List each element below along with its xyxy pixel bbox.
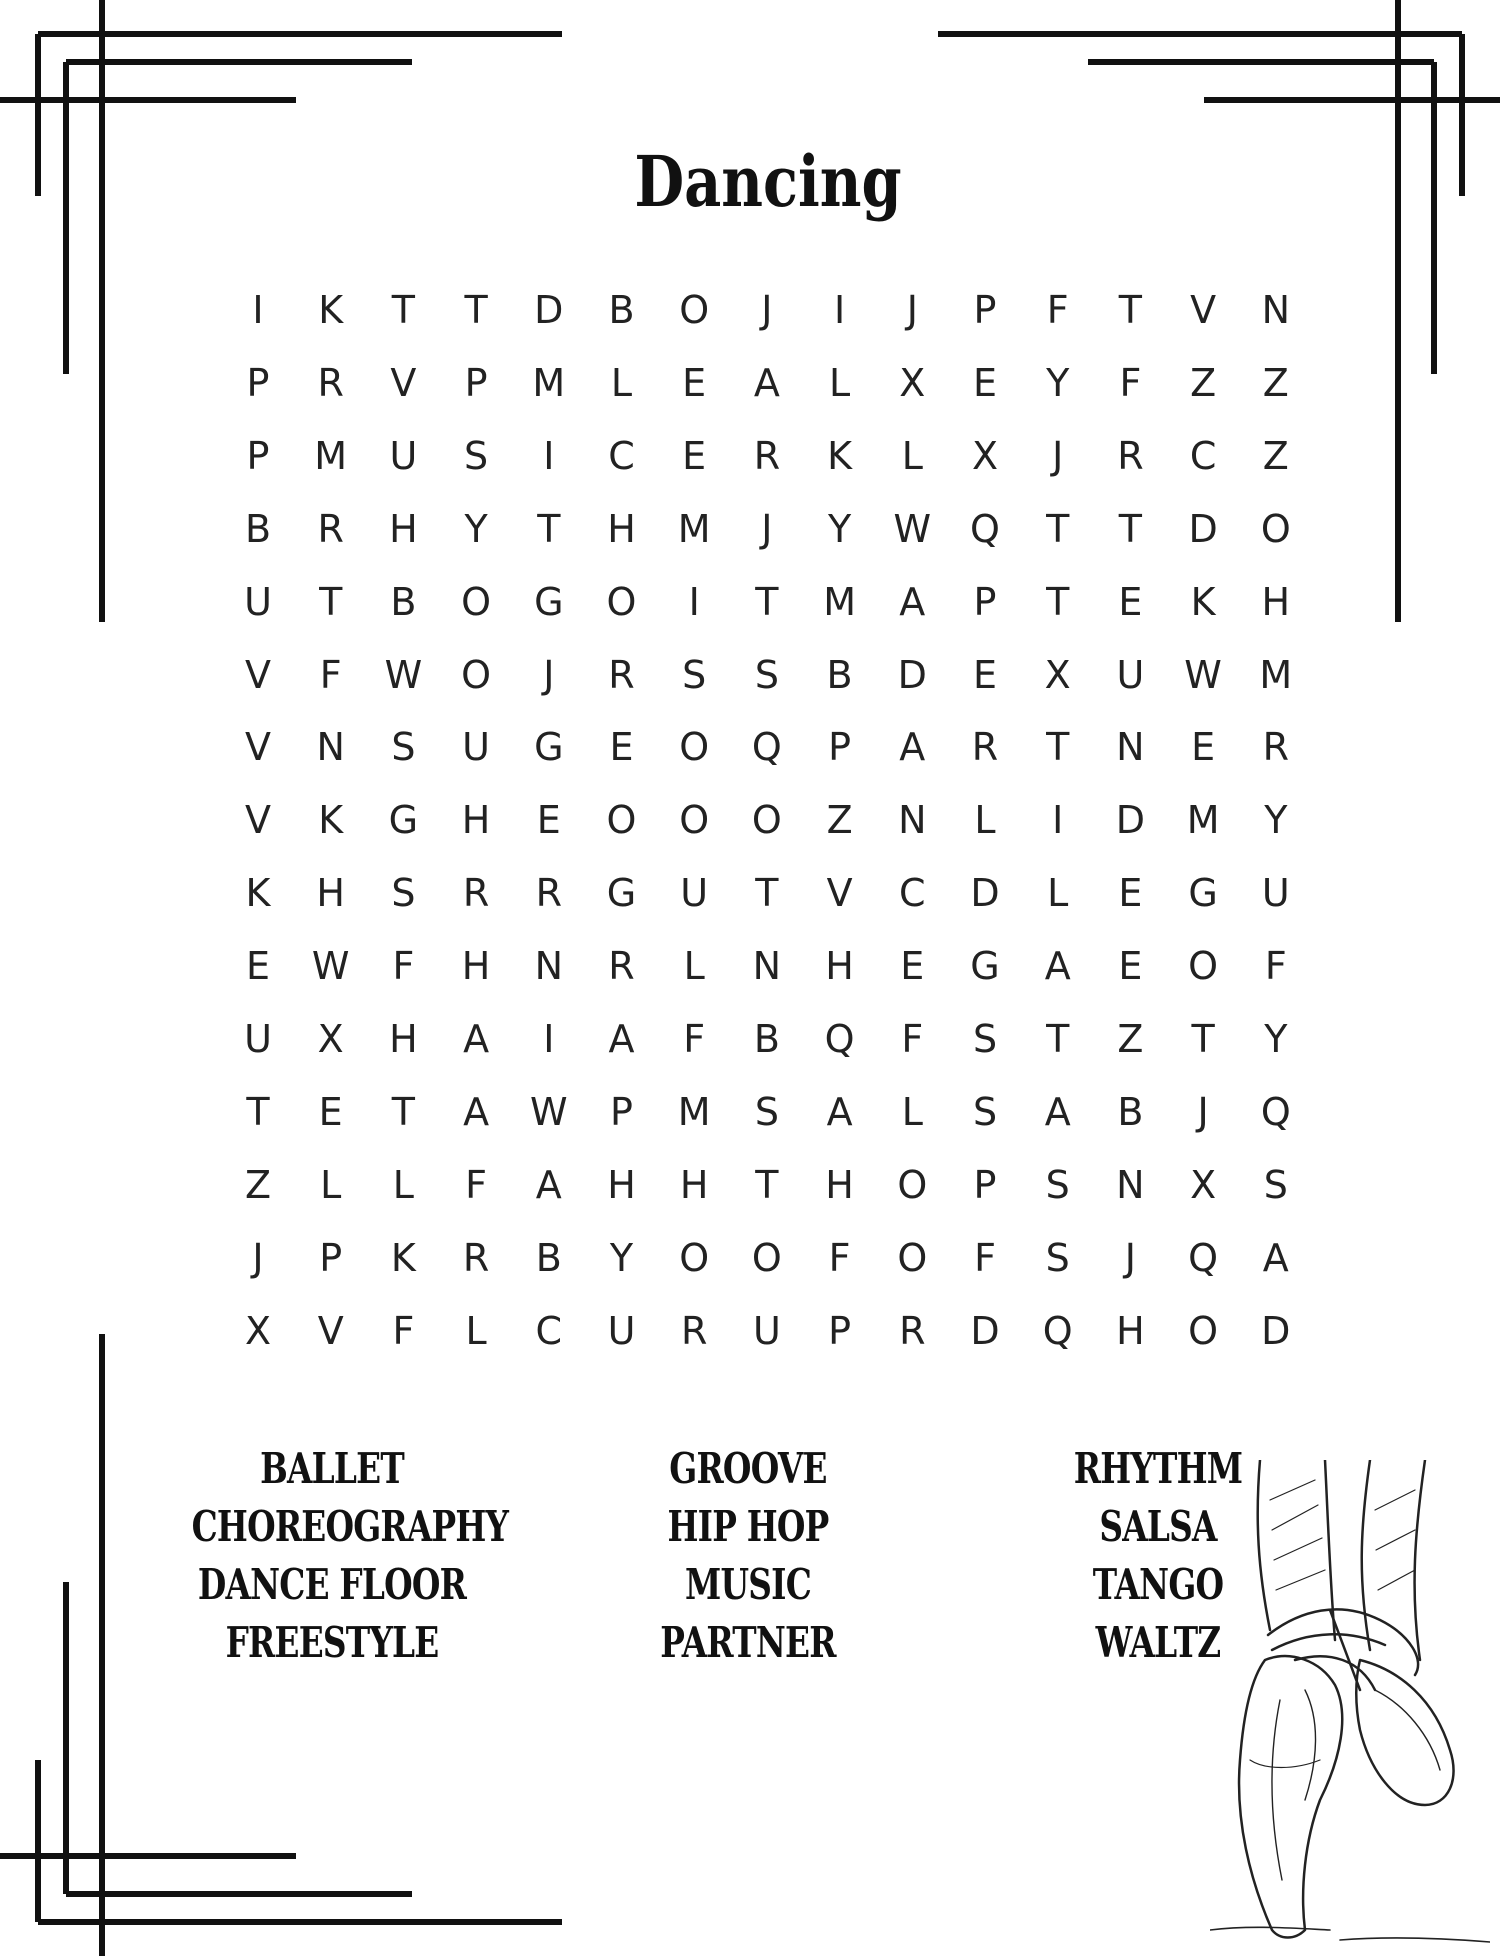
grid-letter: U	[244, 579, 272, 624]
grid-letter: A	[463, 1017, 490, 1061]
grid-letter: A	[753, 360, 780, 405]
grid-letter: J	[252, 1235, 264, 1280]
grid-letter: Q	[1042, 1308, 1073, 1353]
grid-letter: I	[252, 288, 264, 332]
grid-letter: H	[825, 944, 854, 989]
grid-letter: E	[1118, 871, 1143, 916]
grid-letter: J	[906, 288, 918, 332]
grid-letter: S	[972, 1089, 998, 1134]
grid-letter: E	[1118, 944, 1143, 989]
grid-letter: O	[1188, 944, 1219, 989]
grid-letter: M	[677, 1089, 711, 1134]
grid-letter: U	[462, 725, 490, 770]
grid-letter: U	[607, 1308, 636, 1353]
grid-letter: H	[679, 1162, 709, 1207]
grid-letter: A	[826, 1089, 853, 1134]
grid-letter: A	[899, 725, 926, 770]
grid-letter: R	[753, 433, 781, 478]
grid-letter: X	[244, 1308, 272, 1353]
grid-letter: X	[1190, 1162, 1217, 1207]
grid-letter: B	[244, 506, 272, 551]
grid-letter: T	[391, 1089, 415, 1134]
grid-letter: S	[682, 652, 707, 697]
grid-letter: X	[971, 433, 999, 478]
grid-letter: H	[389, 1017, 418, 1061]
grid-letter: O	[461, 652, 492, 697]
grid-letter: I	[833, 288, 846, 332]
word-item: MUSIC	[685, 1560, 811, 1609]
grid-letter: H	[389, 506, 418, 551]
grid-letter: F	[1046, 288, 1069, 332]
grid-letter: L	[392, 1162, 414, 1207]
grid-letter: F	[828, 1235, 851, 1280]
grid-letter: B	[826, 652, 853, 697]
grid-letter: R	[608, 944, 635, 989]
grid-letter: Z	[244, 1162, 272, 1207]
grid-letter: M	[1259, 652, 1293, 697]
grid-letter: O	[897, 1162, 928, 1207]
grid-letter: T	[1046, 506, 1070, 551]
grid-letter: R	[317, 360, 344, 405]
grid-letter: B	[535, 1235, 562, 1280]
word-column-2	[568, 1440, 928, 1672]
grid-letter: R	[1262, 725, 1289, 770]
grid-letter: S	[972, 1017, 998, 1061]
grid-letter: Y	[1264, 798, 1288, 843]
grid-letter: Q	[824, 1017, 855, 1061]
grid-letter: L	[974, 798, 996, 843]
grid-letter: H	[607, 506, 636, 551]
grid-letter: H	[461, 798, 491, 843]
grid-letter: S	[1263, 1162, 1288, 1207]
grid-letter: A	[1044, 1089, 1071, 1134]
grid-letter: E	[1118, 579, 1143, 624]
grid-letter: Y	[464, 506, 488, 551]
grid-letter: I	[543, 1017, 555, 1061]
grid-letter: V	[245, 652, 271, 697]
grid-letter: P	[973, 1162, 997, 1207]
grid-letter: P	[464, 360, 488, 405]
grid-letter: S	[1045, 1235, 1070, 1280]
grid-letter: R	[462, 1235, 490, 1280]
grid-letter: P	[246, 360, 270, 405]
grid-letter: Z	[826, 798, 853, 843]
grid-letter: Z	[1190, 360, 1217, 405]
grid-letter: H	[825, 1162, 854, 1207]
grid-letter: G	[606, 871, 637, 916]
grid-letter: P	[828, 725, 852, 770]
grid-letter: G	[534, 579, 564, 624]
ballet-shoes-illustration	[1210, 1460, 1490, 1950]
grid-letter: M	[532, 360, 566, 405]
grid-letter: W	[1184, 652, 1222, 697]
grid-letter: T	[1046, 579, 1070, 624]
grid-letter: V	[826, 871, 853, 916]
grid-letter: T	[537, 506, 561, 551]
grid-letter: D	[897, 652, 927, 697]
grid-letter: T	[391, 288, 415, 332]
grid-letter: N	[316, 725, 345, 770]
grid-letter: O	[751, 1235, 782, 1280]
word-item: TANGO	[1092, 1560, 1224, 1609]
grid-letter: I	[543, 433, 555, 478]
grid-letter: F	[319, 652, 342, 697]
grid-letter: L	[610, 360, 633, 405]
grid-letter: F	[974, 1235, 996, 1280]
grid-letter: I	[688, 579, 700, 624]
grid-letter: O	[461, 579, 492, 624]
grid-letter: Q	[751, 725, 782, 770]
grid-letter: W	[893, 506, 932, 551]
grid-letter: G	[970, 944, 1000, 989]
grid-letter: R	[680, 1308, 708, 1353]
grid-letter: O	[897, 1235, 928, 1280]
grid-letter: V	[1190, 288, 1217, 332]
grid-letter: F	[1264, 944, 1287, 989]
grid-letter: Z	[1262, 433, 1289, 478]
grid-letter: Y	[609, 1235, 634, 1280]
word-item: RHYTHM	[1073, 1444, 1243, 1493]
grid-letter: W	[311, 944, 350, 989]
grid-letter: L	[465, 1308, 487, 1353]
grid-letter: L	[901, 1089, 923, 1134]
grid-letter: Z	[1262, 360, 1289, 405]
grid-letter: T	[1118, 288, 1142, 332]
word-item: CHOREOGRAPHY	[191, 1502, 509, 1551]
grid-letter: B	[1117, 1089, 1144, 1134]
grid-letter: M	[1186, 798, 1220, 843]
grid-letter: O	[751, 798, 782, 843]
grid-letter: O	[679, 1235, 710, 1280]
grid-letter: J	[543, 652, 555, 697]
grid-letter: B	[753, 1017, 780, 1061]
grid-letter: S	[464, 433, 489, 478]
grid-letter: J	[761, 288, 773, 332]
grid-letter: F	[683, 1017, 706, 1061]
word-item: SALSA	[1099, 1502, 1217, 1551]
grid-letter: R	[1117, 433, 1144, 478]
grid-letter: K	[318, 798, 344, 843]
grid-letter: N	[752, 944, 782, 989]
grid-letter: E	[972, 360, 997, 405]
grid-letter: H	[316, 871, 345, 916]
grid-letter: X	[317, 1017, 344, 1061]
grid-letter: F	[392, 1308, 415, 1353]
grid-letter: F	[465, 1162, 488, 1207]
word-item: WALTZ	[1095, 1618, 1221, 1667]
grid-letter: K	[245, 871, 271, 916]
grid-letter: L	[683, 944, 705, 989]
grid-letter: V	[245, 798, 271, 843]
grid-letter: S	[754, 652, 779, 697]
grid-letter: K	[390, 1235, 416, 1280]
grid-letter: E	[1191, 725, 1216, 770]
grid-letter: S	[391, 725, 416, 770]
word-item: DANCE FLOOR	[197, 1560, 467, 1609]
grid-letter: V	[317, 1308, 344, 1353]
grid-letter: T	[1046, 1017, 1070, 1061]
grid-letter: P	[973, 288, 997, 332]
grid-letter: O	[679, 288, 710, 332]
grid-letter: N	[898, 798, 927, 843]
grid-letter: J	[1124, 1235, 1136, 1280]
word-column-1	[152, 1440, 512, 1672]
grid-letter: T	[464, 288, 488, 332]
grid-letter: X	[1044, 652, 1071, 697]
grid-letter: U	[1116, 652, 1145, 697]
grid-letter: P	[319, 1235, 343, 1280]
word-item: PARTNER	[660, 1618, 836, 1667]
grid-letter: U	[1261, 871, 1290, 916]
grid-letter: D	[1115, 798, 1146, 843]
grid-letter: U	[680, 871, 709, 916]
grid-letter: T	[1046, 725, 1070, 770]
puzzle-title: Dancing	[634, 140, 902, 223]
grid-letter: R	[462, 871, 490, 916]
grid-letter: S	[754, 1089, 779, 1134]
grid-letter: T	[755, 871, 779, 916]
grid-letter: S	[391, 871, 416, 916]
grid-letter: T	[246, 1089, 270, 1134]
grid-letter: T	[755, 579, 779, 624]
grid-letter: O	[606, 798, 637, 843]
grid-letter: E	[245, 944, 270, 989]
grid-letter: T	[1118, 506, 1142, 551]
grid-letter: A	[463, 1089, 490, 1134]
grid-letter: K	[1190, 579, 1216, 624]
grid-letter: V	[390, 360, 417, 405]
grid-letter: N	[1116, 1162, 1145, 1207]
grid-letter: U	[389, 433, 418, 478]
grid-letter: G	[388, 798, 419, 843]
grid-letter: O	[1260, 506, 1291, 551]
grid-letter: L	[829, 360, 851, 405]
grid-letter: N	[1261, 288, 1291, 332]
grid-letter: Y	[827, 506, 852, 551]
grid-letter: J	[1052, 433, 1064, 478]
grid-letter: Z	[1117, 1017, 1144, 1061]
grid-letter: O	[1188, 1308, 1219, 1353]
grid-letter: R	[971, 725, 999, 770]
grid-letter: N	[1116, 725, 1145, 770]
grid-letter: R	[608, 652, 635, 697]
grid-letter: T	[755, 1162, 779, 1207]
grid-letter: Q	[1260, 1089, 1291, 1134]
grid-letter: A	[899, 579, 926, 624]
grid-letter: Q	[970, 506, 1000, 551]
grid-letter: I	[1052, 798, 1064, 843]
grid-letter: B	[390, 579, 417, 624]
word-item: FREESTYLE	[225, 1618, 439, 1667]
grid-letter: D	[970, 1308, 1000, 1353]
grid-letter: R	[899, 1308, 926, 1353]
grid-letter: C	[899, 871, 926, 916]
grid-letter: U	[244, 1017, 272, 1061]
grid-letter: H	[461, 944, 491, 989]
grid-letter: D	[1188, 506, 1218, 551]
grid-letter: P	[610, 1089, 633, 1134]
grid-letter: J	[761, 506, 773, 551]
grid-letter: M	[314, 433, 348, 478]
grid-letter: F	[1119, 360, 1142, 405]
word-item: HIP HOP	[667, 1502, 829, 1551]
grid-letter: E	[536, 798, 561, 843]
grid-letter: E	[900, 944, 925, 989]
grid-letter: F	[392, 944, 415, 989]
grid-letter: H	[607, 1162, 636, 1207]
grid-letter: L	[901, 433, 923, 478]
grid-letter: L	[320, 1162, 342, 1207]
grid-letter: N	[534, 944, 564, 989]
grid-letter: J	[1197, 1089, 1209, 1134]
grid-letter: X	[899, 360, 926, 405]
grid-letter: S	[1045, 1162, 1070, 1207]
grid-letter: Q	[1188, 1235, 1219, 1280]
grid-letter: A	[535, 1162, 562, 1207]
grid-letter: A	[1044, 944, 1071, 989]
word-item: GROOVE	[669, 1444, 827, 1493]
grid-letter: H	[1116, 1308, 1145, 1353]
grid-letter: M	[677, 506, 711, 551]
grid-letter: C	[608, 433, 635, 478]
grid-letter: P	[246, 433, 270, 478]
grid-letter: A	[608, 1017, 635, 1061]
grid-letter: R	[535, 871, 562, 916]
grid-letter: D	[1261, 1308, 1291, 1353]
grid-letter: P	[973, 579, 997, 624]
grid-letter: L	[1047, 871, 1069, 916]
grid-letter: T	[319, 579, 343, 624]
grid-letter: W	[530, 1089, 568, 1134]
grid-letter: T	[1191, 1017, 1215, 1061]
grid-letter: O	[679, 725, 710, 770]
grid-letter: G	[1188, 871, 1218, 916]
grid-letter: W	[384, 652, 423, 697]
grid-letter: R	[317, 506, 344, 551]
grid-letter: V	[245, 725, 271, 770]
grid-letter: P	[828, 1308, 852, 1353]
grid-letter: E	[972, 652, 997, 697]
grid-letter: K	[827, 433, 853, 478]
grid-letter: E	[318, 1089, 343, 1134]
grid-letter: G	[534, 725, 564, 770]
word-item: BALLET	[260, 1444, 404, 1493]
grid-letter: H	[1261, 579, 1291, 624]
grid-letter: E	[682, 360, 707, 405]
grid-letter: C	[535, 1308, 563, 1353]
grid-letter: M	[823, 579, 856, 624]
grid-letter: Y	[1264, 1017, 1288, 1061]
grid-letter: F	[901, 1017, 924, 1061]
grid-letter: A	[1262, 1235, 1289, 1280]
grid-letter: D	[534, 288, 564, 332]
grid-letter: E	[609, 725, 634, 770]
grid-letter: C	[1189, 433, 1217, 478]
grid-letter: B	[608, 288, 635, 332]
grid-letter: K	[318, 288, 344, 332]
grid-letter: O	[606, 579, 637, 624]
grid-letter: O	[679, 798, 710, 843]
grid-letter: E	[682, 433, 707, 478]
grid-letter: D	[970, 871, 1000, 916]
grid-letter: U	[752, 1308, 781, 1353]
grid-letter: Y	[1046, 360, 1070, 405]
